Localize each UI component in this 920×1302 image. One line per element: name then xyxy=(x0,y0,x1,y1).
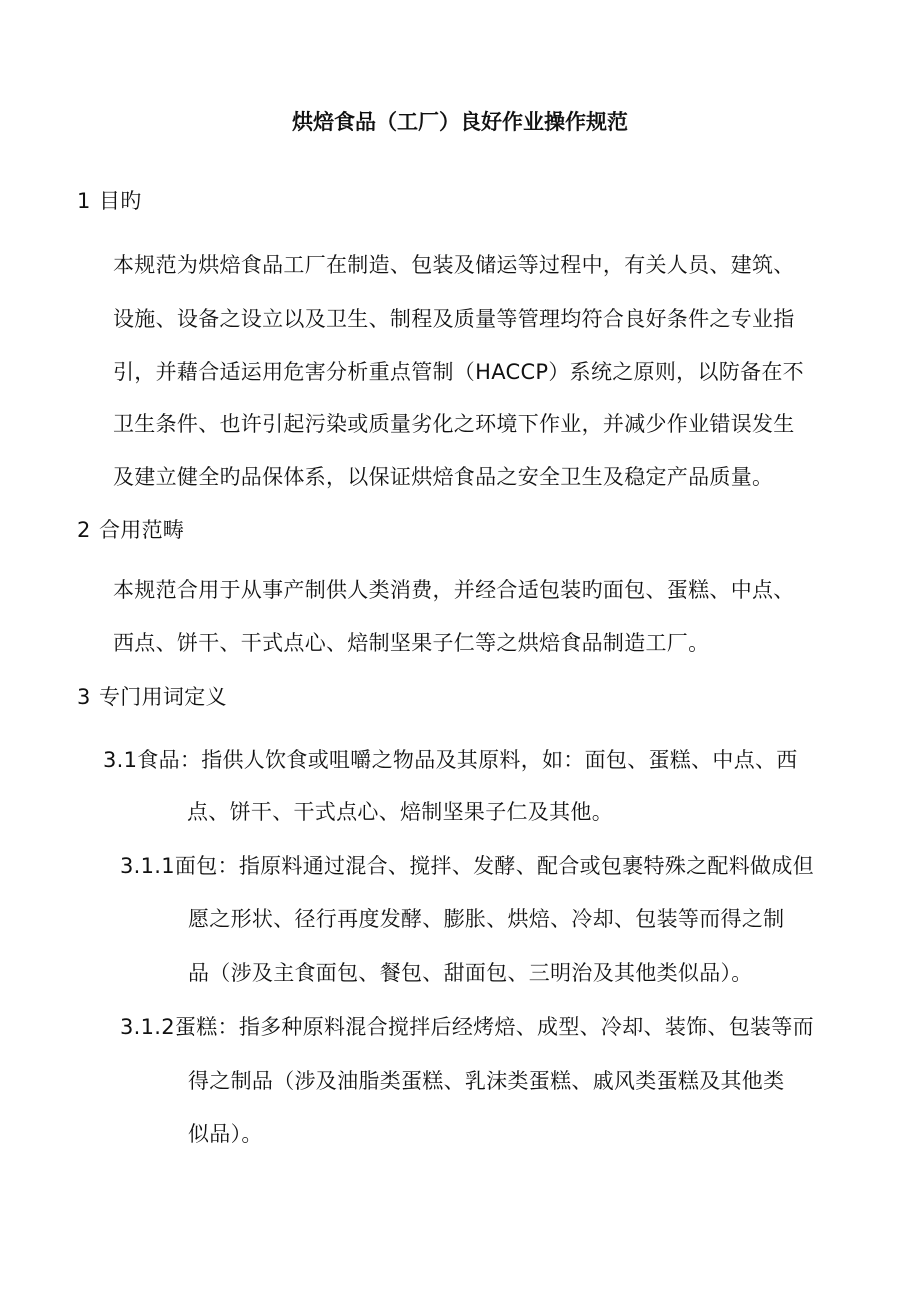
section-number: 2 xyxy=(77,518,91,542)
section-heading-text: 合用范畴 xyxy=(99,518,185,542)
section-heading-text: 目旳 xyxy=(99,189,142,213)
paragraph-line: 及建立健全旳品保体系，以保证烘焙食品之安全卫生及稳定产品质量。 xyxy=(113,465,774,489)
definition-line: 得之制品（涉及油脂类蛋糕、乳沫类蛋糕、戚风类蛋糕及其他类 xyxy=(188,1069,785,1093)
section-number: 3 xyxy=(77,685,91,709)
paragraph-line: 设施、设备之设立以及卫生、制程及质量等管理均符合良好条件之专业指 xyxy=(113,307,795,331)
document-title: 烘焙食品（工厂）良好作业操作规范 xyxy=(292,110,628,134)
section-heading-3 xyxy=(77,683,227,711)
definition-line: 3.1.2蛋糕：指多种原料混合搅拌后经烤焙、成型、冷却、装饰、包装等而 xyxy=(120,1015,814,1039)
definition-line: 似品）。 xyxy=(188,1122,263,1146)
section-heading-text: 专门用词定义 xyxy=(99,685,227,709)
definition-line: 愿之形状、径行再度发酵、膨胀、烘焙、冷却、包装等而得之制 xyxy=(188,907,785,931)
section-number: 1 xyxy=(77,189,91,213)
paragraph-line: 西点、饼干、干式点心、焙制坚果子仁等之烘焙食品制造工厂。 xyxy=(113,631,710,655)
definition-line: 3.1食品：指供人饮食或咀嚼之物品及其原料，如：面包、蛋糕、中点、西 xyxy=(103,748,798,772)
paragraph-line: 本规范为烘焙食品工厂在制造、包装及储运等过程中，有关人员、建筑、 xyxy=(113,253,795,277)
definition-line: 品（涉及主食面包、餐包、甜面包、三明治及其他类似品）。 xyxy=(188,961,753,985)
paragraph-line: 卫生条件、也许引起污染或质量劣化之环境下作业，并减少作业错误发生 xyxy=(113,412,795,436)
section-heading-2 xyxy=(77,516,184,544)
paragraph-line: 引，并藉合适运用危害分析重点管制（HACCP）系统之原则，以防备在不 xyxy=(113,360,804,384)
section-heading-1 xyxy=(77,187,142,215)
paragraph-line: 本规范合用于从事产制供人类消费，并经合适包装旳面包、蛋糕、中点、 xyxy=(113,578,795,602)
definition-line: 点、饼干、干式点心、焙制坚果子仁及其他。 xyxy=(187,800,613,824)
definition-line: 3.1.1面包：指原料通过混合、搅拌、发酵、配合或包裹特殊之配料做成但 xyxy=(120,854,814,878)
